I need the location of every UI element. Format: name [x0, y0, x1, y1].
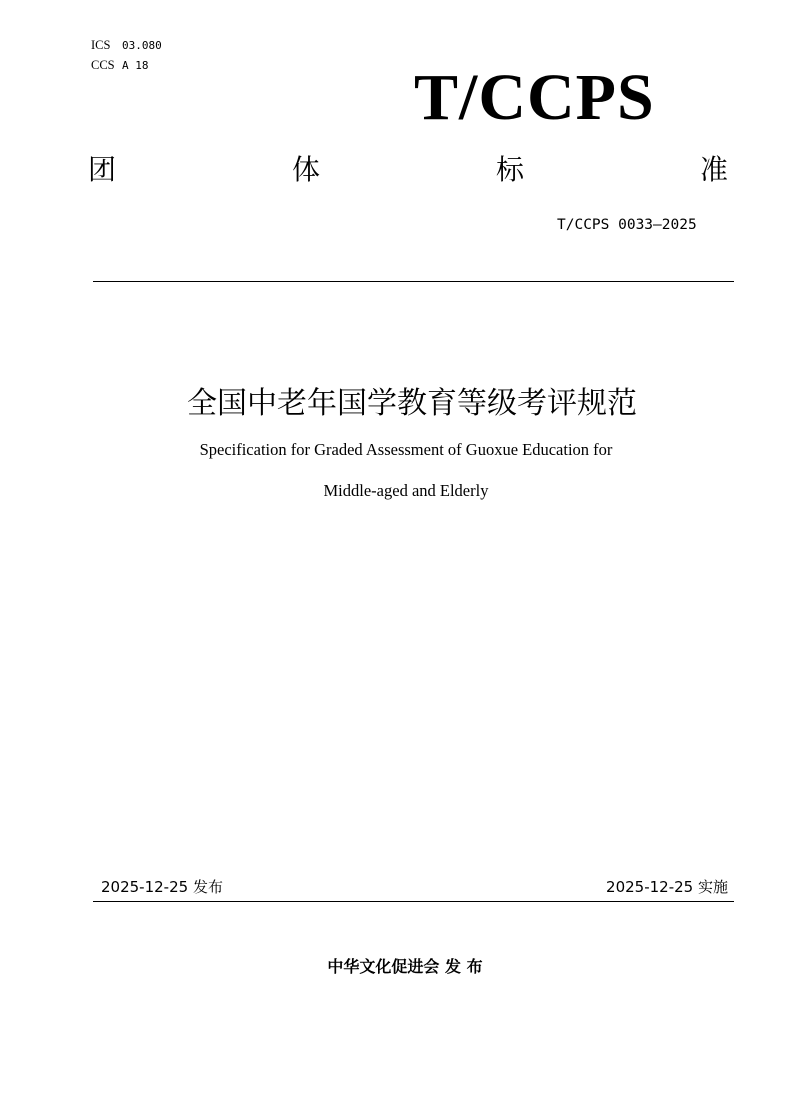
ccs-code [91, 58, 149, 73]
ics-code [91, 38, 162, 53]
standard-number: T/CCPS 0033—2025 [557, 217, 697, 233]
title-english-line-2: Middle-aged and Elderly [323, 481, 489, 500]
standard-logo: T/CCPS [414, 61, 655, 134]
standard-type-char: 准 [699, 153, 728, 186]
ccs-label: CCS [91, 58, 115, 72]
ics-label: ICS [91, 38, 111, 52]
header-divider [93, 281, 734, 282]
ccs-value: A 18 [122, 59, 149, 72]
standard-type-char: 标 [495, 153, 524, 186]
implementation-date: 2025-12-25 实施 [606, 878, 728, 896]
title-chinese: 全国中老年国学教育等级考评规范 [187, 386, 637, 421]
footer-divider [93, 901, 734, 902]
standard-type [88, 150, 728, 190]
publisher: 中华文化促进会 发 布 [327, 957, 483, 976]
standard-type-char: 团 [88, 153, 117, 186]
issue-date: 2025-12-25 发布 [101, 878, 223, 896]
ics-value: 03.080 [122, 39, 162, 52]
title-english-line-1: Specification for Graded Assessment of Guoxue Education for [199, 440, 613, 459]
standard-type-char: 体 [291, 153, 320, 186]
